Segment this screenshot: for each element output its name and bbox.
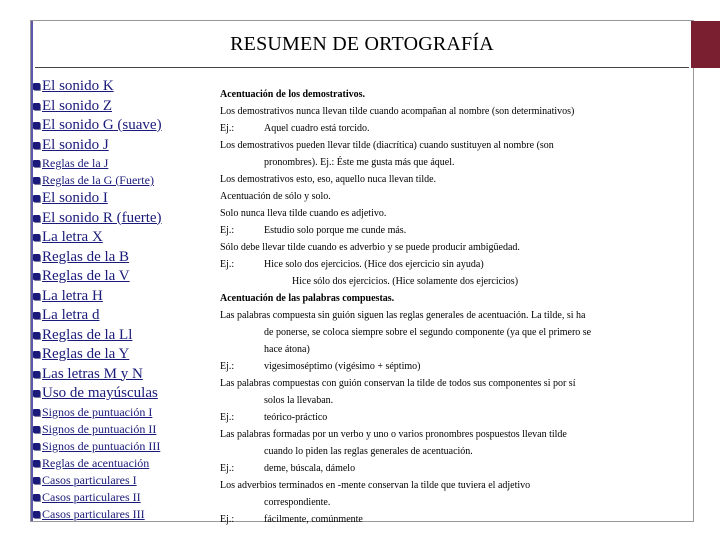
corner-accent-block	[691, 21, 720, 68]
text-line: Los demostrativos pueden llevar tilde (diacrítica) cuando sustituyen al nombre (son	[220, 140, 554, 151]
topic-link[interactable]: La letra X	[42, 229, 103, 245]
topic-list-item	[33, 267, 213, 287]
topic-list-item	[33, 455, 213, 472]
text-line: pronombres). Ej.: Éste me gusta más que áquel.	[264, 157, 455, 168]
topic-list-item	[33, 489, 213, 506]
text-line: Los demostrativos esto, eso, aquello nuca llevan tilde.	[220, 174, 437, 185]
topic-list-item	[33, 248, 213, 268]
square-bullet-icon	[33, 160, 40, 167]
text-line: cuando lo piden las reglas generales de acentuación.	[264, 446, 473, 457]
example-text: vigesimoséptimo (vigésimo + séptimo)	[264, 361, 421, 372]
example-label: Ej.:	[220, 361, 235, 372]
topic-link[interactable]: Casos particulares III	[42, 506, 145, 521]
topic-list-item	[33, 506, 213, 523]
square-bullet-icon	[33, 443, 40, 450]
topic-list-item	[33, 472, 213, 489]
topic-link[interactable]: Reglas de la Y	[42, 346, 130, 362]
example-line	[220, 460, 668, 477]
content-panel	[220, 86, 668, 528]
square-bullet-icon	[33, 312, 40, 319]
text-line: Las palabras compuestas con guión conservan la tilde de todos sus componentes si por sí	[220, 378, 576, 389]
topic-list-item	[33, 155, 213, 172]
square-bullet-icon	[33, 122, 40, 129]
topic-link[interactable]: Reglas de la J	[42, 156, 109, 170]
text-line: correspondiente.	[264, 497, 331, 508]
square-bullet-icon	[33, 215, 40, 222]
topic-link[interactable]: Reglas de la Ll	[42, 326, 133, 343]
topic-link-list	[33, 77, 213, 523]
example-text: Hice solo dos ejercicios. (Hice dos ejercicio sin ayuda)	[264, 259, 484, 270]
topic-link[interactable]: Casos particulares II	[42, 489, 141, 504]
text-line: Acentuación de sólo y solo.	[220, 191, 331, 202]
square-bullet-icon	[33, 332, 40, 339]
text-line: hace átona)	[264, 344, 310, 355]
example-label: Ej.:	[220, 514, 235, 525]
topic-list-item	[33, 384, 213, 404]
example-line	[220, 222, 668, 239]
topic-list-item	[33, 421, 213, 438]
topic-list-item	[33, 77, 213, 97]
text-line: Las palabras formadas por un verbo y uno o varios pronombres pospuestos llevan tilde	[220, 429, 567, 440]
example-label: Ej.:	[220, 225, 235, 236]
topic-list-item	[33, 404, 213, 421]
topic-list-item	[33, 136, 213, 156]
text-line: Las palabras compuesta sin guión siguen las reglas generales de acentuación. La tilde, si ha	[220, 310, 586, 321]
topic-link[interactable]: Signos de puntuación I	[42, 404, 153, 419]
square-bullet-icon	[33, 460, 40, 467]
topic-link[interactable]: Signos de puntuación II	[42, 421, 157, 436]
square-bullet-icon	[33, 83, 40, 90]
text-line: de ponerse, se coloca siempre sobre el segundo componente (ya que el primero se	[264, 327, 592, 338]
topic-list-item	[33, 365, 213, 385]
square-bullet-icon	[33, 254, 40, 261]
topic-link[interactable]: El sonido G (suave)	[42, 117, 162, 133]
topic-link[interactable]: El sonido R (fuerte)	[42, 209, 162, 226]
example-label: Ej.:	[220, 259, 235, 270]
topic-list-item	[33, 306, 213, 326]
text-line: Sólo debe llevar tilde cuando es adverbio y se puede producir ambigüedad.	[220, 242, 520, 253]
example-label: Ej.:	[220, 463, 235, 474]
example-line	[220, 409, 668, 426]
title-divider	[35, 67, 689, 68]
example-text: teórico-práctico	[264, 412, 328, 423]
topic-link[interactable]: Reglas de acentuación	[42, 455, 150, 470]
square-bullet-icon	[33, 177, 40, 184]
topic-list-item	[33, 116, 213, 136]
square-bullet-icon	[33, 293, 40, 300]
example-line	[220, 358, 668, 375]
topic-link[interactable]: El sonido I	[42, 190, 108, 206]
square-bullet-icon	[33, 426, 40, 433]
page-title: RESUMEN DE ORTOGRAFÍA	[230, 33, 494, 55]
square-bullet-icon	[33, 390, 40, 397]
topic-list-item	[33, 345, 213, 365]
square-bullet-icon	[33, 103, 40, 110]
example-text: Aquel cuadro está torcido.	[264, 123, 370, 134]
example-label: Ej.:	[220, 412, 235, 423]
square-bullet-icon	[33, 477, 40, 484]
square-bullet-icon	[33, 351, 40, 358]
text-line: Los adverbios terminados en -mente conservan la tilde que tuviera el adjetivo	[220, 480, 531, 491]
example-line	[220, 120, 668, 137]
topic-link[interactable]: Uso de mayúsculas	[42, 385, 158, 401]
topic-list-item	[33, 438, 213, 455]
square-bullet-icon	[33, 142, 40, 149]
title-area	[35, 21, 689, 68]
topic-list-item	[33, 189, 213, 209]
section-heading: Acentuación de las palabras compuestas.	[220, 293, 395, 304]
text-line: Los demostrativos nunca llevan tilde cuando acompañan al nombre (son determinativos)	[220, 106, 575, 117]
topic-link[interactable]: La letra H	[42, 287, 103, 304]
topic-link[interactable]: Casos particulares I	[42, 472, 137, 487]
topic-list-item	[33, 228, 213, 248]
square-bullet-icon	[33, 273, 40, 280]
example-text: Estudio solo porque me cunde más.	[264, 225, 407, 236]
example-text: deme, búscala, dámelo	[264, 463, 356, 474]
topic-link[interactable]: Signos de puntuación III	[42, 438, 161, 453]
topic-list-item	[33, 172, 213, 189]
topic-link[interactable]: Reglas de la B	[42, 248, 130, 265]
topic-link[interactable]: Las letras M y N	[42, 365, 143, 382]
example-text: fácilmente, comúnmente	[264, 514, 363, 525]
section-heading: Acentuación de los demostrativos.	[220, 89, 365, 100]
text-line: Hice sólo dos ejercicios. (Hice solamente dos ejercicios)	[292, 276, 519, 287]
square-bullet-icon	[33, 409, 40, 416]
topic-list-item	[33, 287, 213, 307]
square-bullet-icon	[33, 371, 40, 378]
text-line: Solo nunca lleva tilde cuando es adjetivo.	[220, 208, 387, 219]
example-line	[220, 256, 668, 273]
example-label: Ej.:	[220, 123, 235, 134]
topic-list-item	[33, 326, 213, 346]
topic-list-item	[33, 97, 213, 117]
topic-list-item	[33, 209, 213, 229]
square-bullet-icon	[33, 234, 40, 241]
square-bullet-icon	[33, 511, 40, 518]
topic-link[interactable]: El sonido K	[42, 78, 114, 94]
square-bullet-icon	[33, 195, 40, 202]
topic-link[interactable]: Reglas de la V	[42, 268, 130, 284]
example-line	[220, 511, 668, 528]
square-bullet-icon	[33, 494, 40, 501]
topic-link[interactable]: La letra d	[42, 307, 100, 323]
text-line: solos la llevaban.	[264, 395, 334, 406]
topic-link[interactable]: Reglas de la G (Fuerte)	[42, 173, 154, 187]
topic-link[interactable]: El sonido Z	[42, 97, 112, 114]
topic-link[interactable]: El sonido J	[42, 136, 109, 153]
